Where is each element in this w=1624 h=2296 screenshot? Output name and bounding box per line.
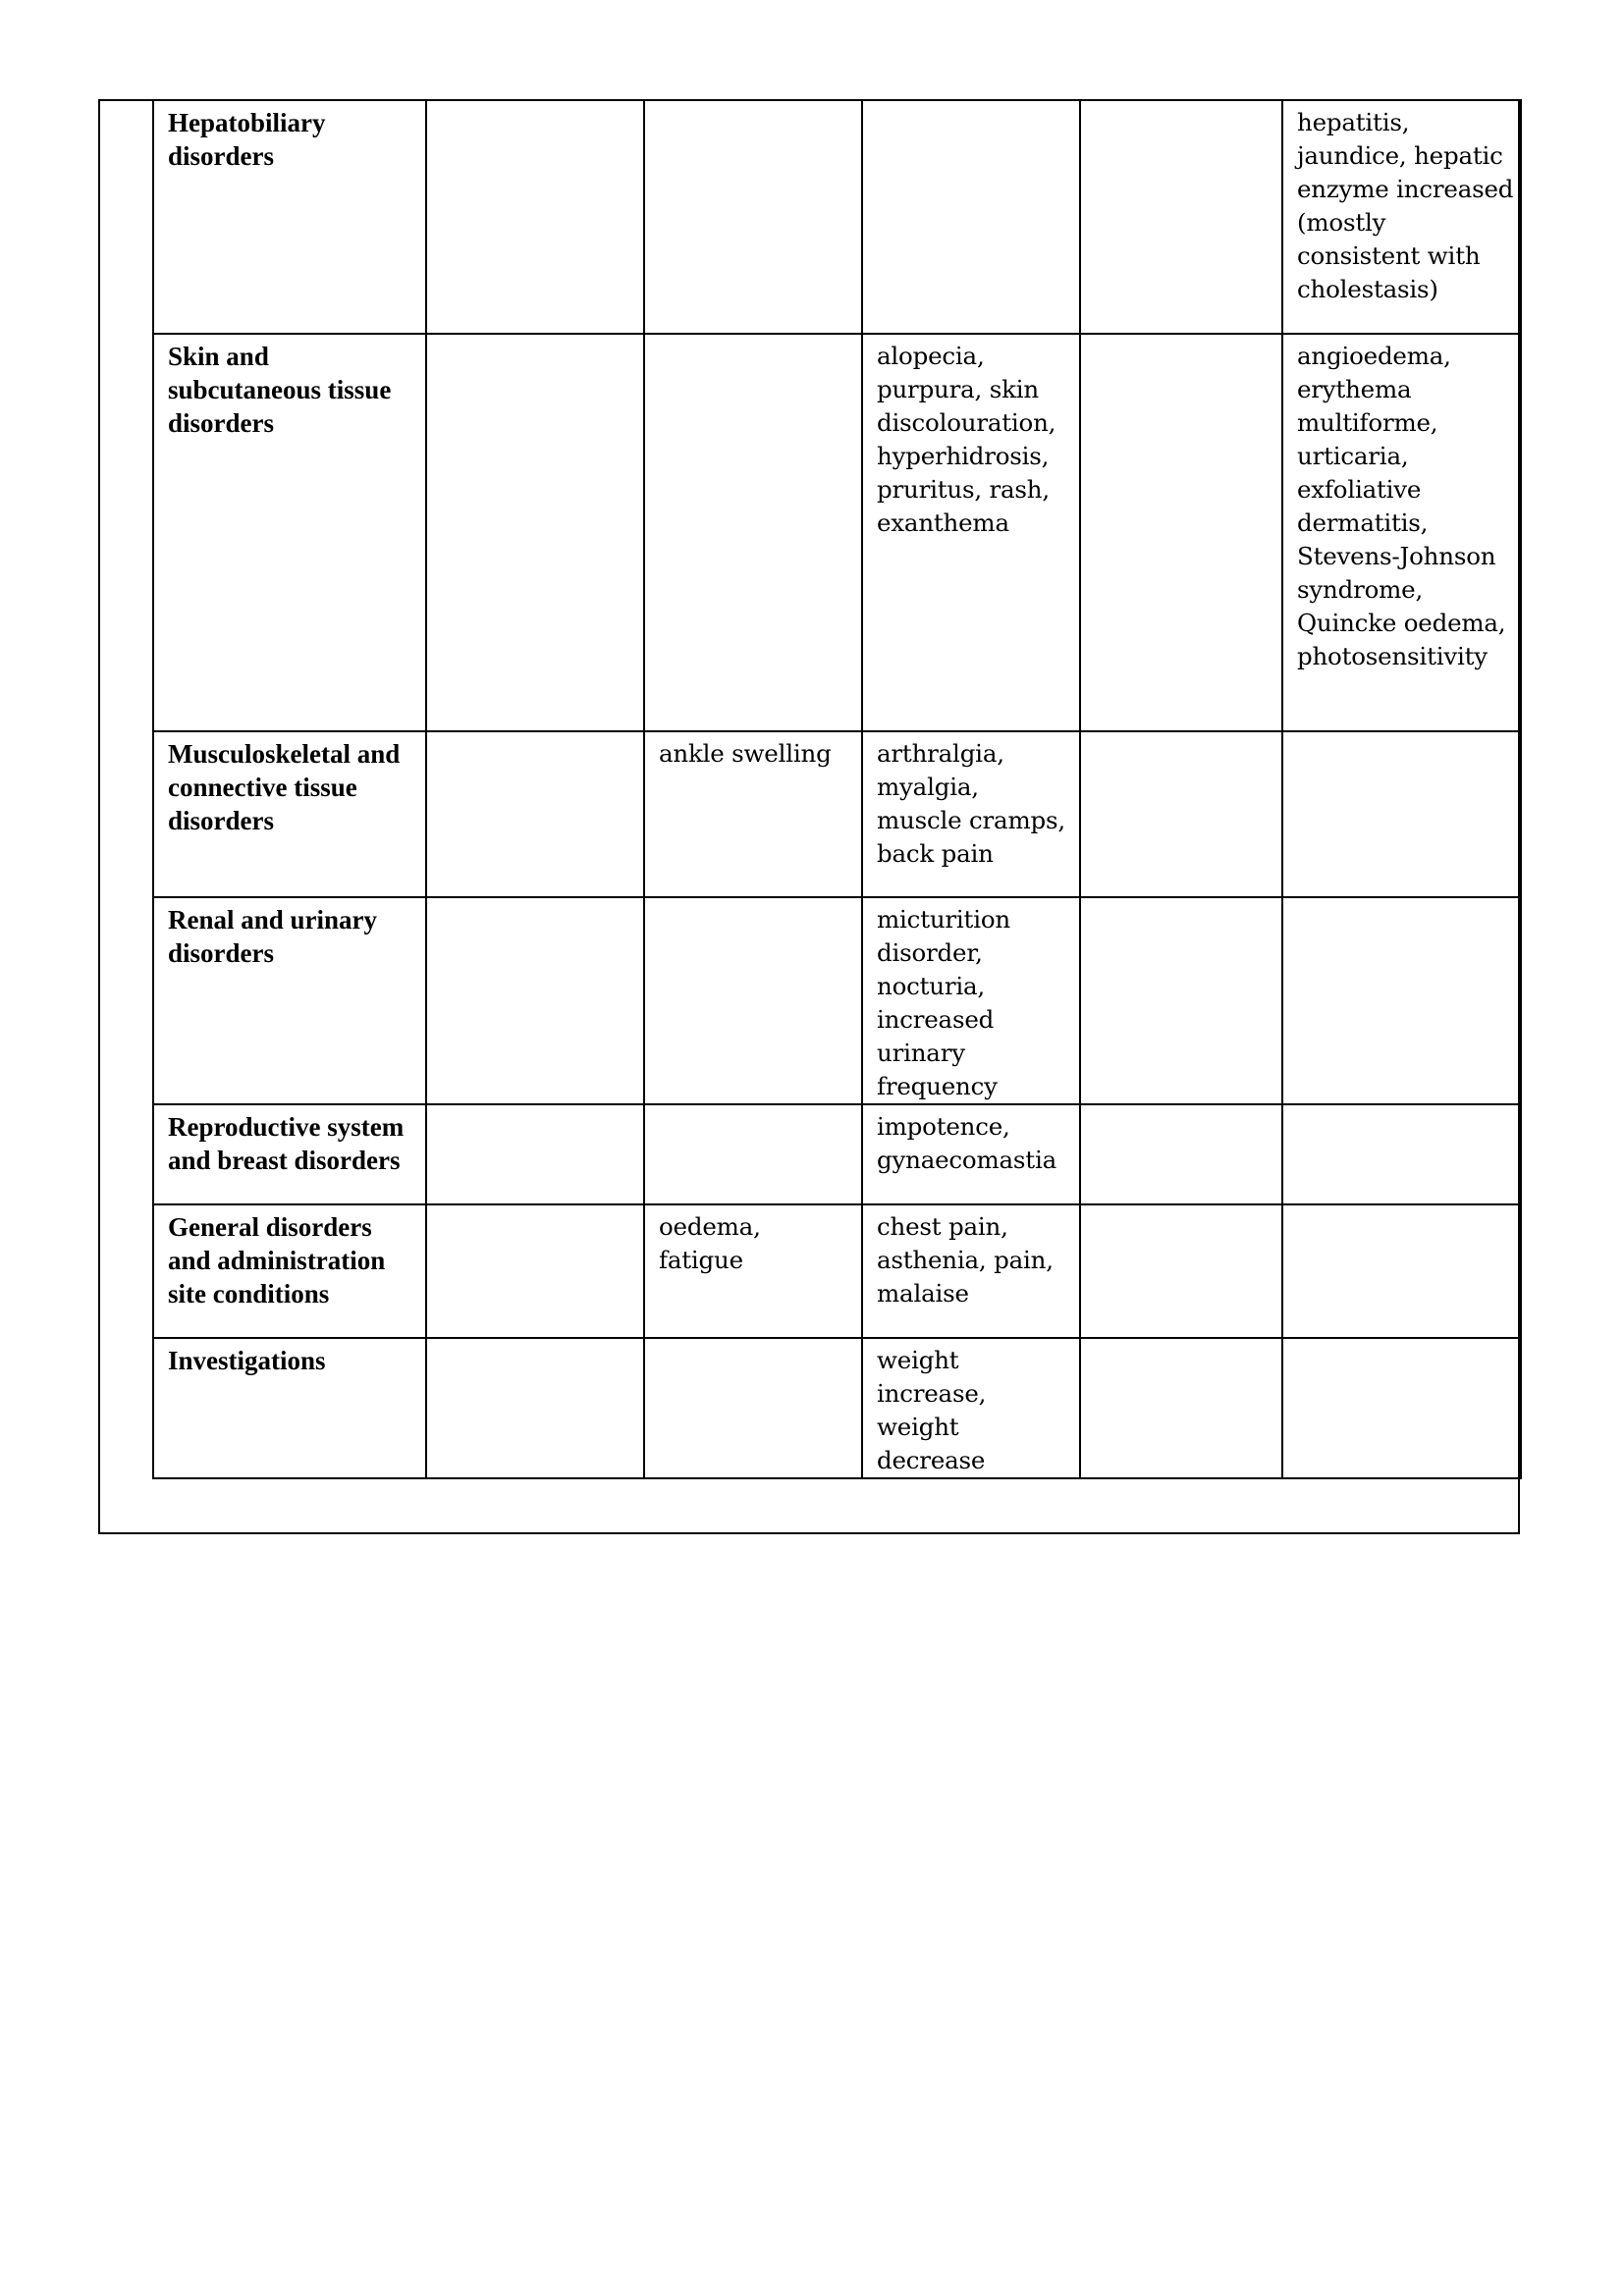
frequency-cell	[1080, 100, 1282, 334]
soc-cell: General disorders and administration site conditions	[153, 1204, 426, 1338]
frequency-cell: ankle swelling	[644, 731, 862, 897]
table-row	[153, 1104, 1521, 1204]
frequency-cell	[862, 100, 1080, 334]
soc-cell: Investigations	[153, 1338, 426, 1478]
table-row	[153, 897, 1521, 1104]
frequency-cell	[644, 1104, 862, 1204]
frequency-cell	[426, 1338, 644, 1478]
frequency-cell	[1080, 1338, 1282, 1478]
frequency-cell	[426, 731, 644, 897]
frequency-cell: weight increase, weight decrease	[862, 1338, 1080, 1478]
frequency-cell	[426, 1204, 644, 1338]
frequency-cell	[644, 100, 862, 334]
frequency-cell	[426, 1104, 644, 1204]
frequency-cell	[1080, 1204, 1282, 1338]
frequency-cell	[1282, 1338, 1521, 1478]
frequency-cell	[1282, 1104, 1521, 1204]
frequency-cell	[1080, 1104, 1282, 1204]
frequency-cell	[426, 334, 644, 731]
frequency-cell	[644, 334, 862, 731]
soc-cell: Renal and urinary disorders	[153, 897, 426, 1104]
table-row	[153, 100, 1521, 334]
frequency-cell: hepatitis, jaundice, hepatic enzyme increased (mostly consistent with cholestasis)	[1282, 100, 1521, 334]
frequency-cell	[426, 897, 644, 1104]
frequency-cell	[644, 1338, 862, 1478]
soc-cell: Musculoskeletal and connective tissue disorders	[153, 731, 426, 897]
soc-cell: Skin and subcutaneous tissue disorders	[153, 334, 426, 731]
frequency-cell: alopecia, purpura, skin discolouration, hyperhidrosis, pruritus, rash, exanthema	[862, 334, 1080, 731]
frequency-cell: angioedema, erythema multiforme, urticaria, exfoliative dermatitis, Stevens-Johnson syndrome, Quincke oedema, photosensitivity	[1282, 334, 1521, 731]
frequency-cell: chest pain, asthenia, pain, malaise	[862, 1204, 1080, 1338]
frequency-cell	[1080, 334, 1282, 731]
frequency-cell	[1282, 1204, 1521, 1338]
table-row	[153, 334, 1521, 731]
frequency-cell	[644, 897, 862, 1104]
frequency-cell	[1080, 731, 1282, 897]
frequency-cell: micturition disorder, nocturia, increased urinary frequency	[862, 897, 1080, 1104]
frequency-cell: impotence, gynaecomastia	[862, 1104, 1080, 1204]
frequency-cell	[1282, 731, 1521, 897]
soc-cell: Hepatobiliary disorders	[153, 100, 426, 334]
frequency-cell: arthralgia, myalgia, muscle cramps, back pain	[862, 731, 1080, 897]
table-row	[153, 1338, 1521, 1478]
frequency-cell: oedema, fatigue	[644, 1204, 862, 1338]
table-row	[153, 731, 1521, 897]
frequency-cell	[426, 100, 644, 334]
adverse-reactions-table	[152, 99, 1522, 1479]
table-row	[153, 1204, 1521, 1338]
frequency-cell	[1282, 897, 1521, 1104]
soc-cell: Reproductive system and breast disorders	[153, 1104, 426, 1204]
frequency-cell	[1080, 897, 1282, 1104]
